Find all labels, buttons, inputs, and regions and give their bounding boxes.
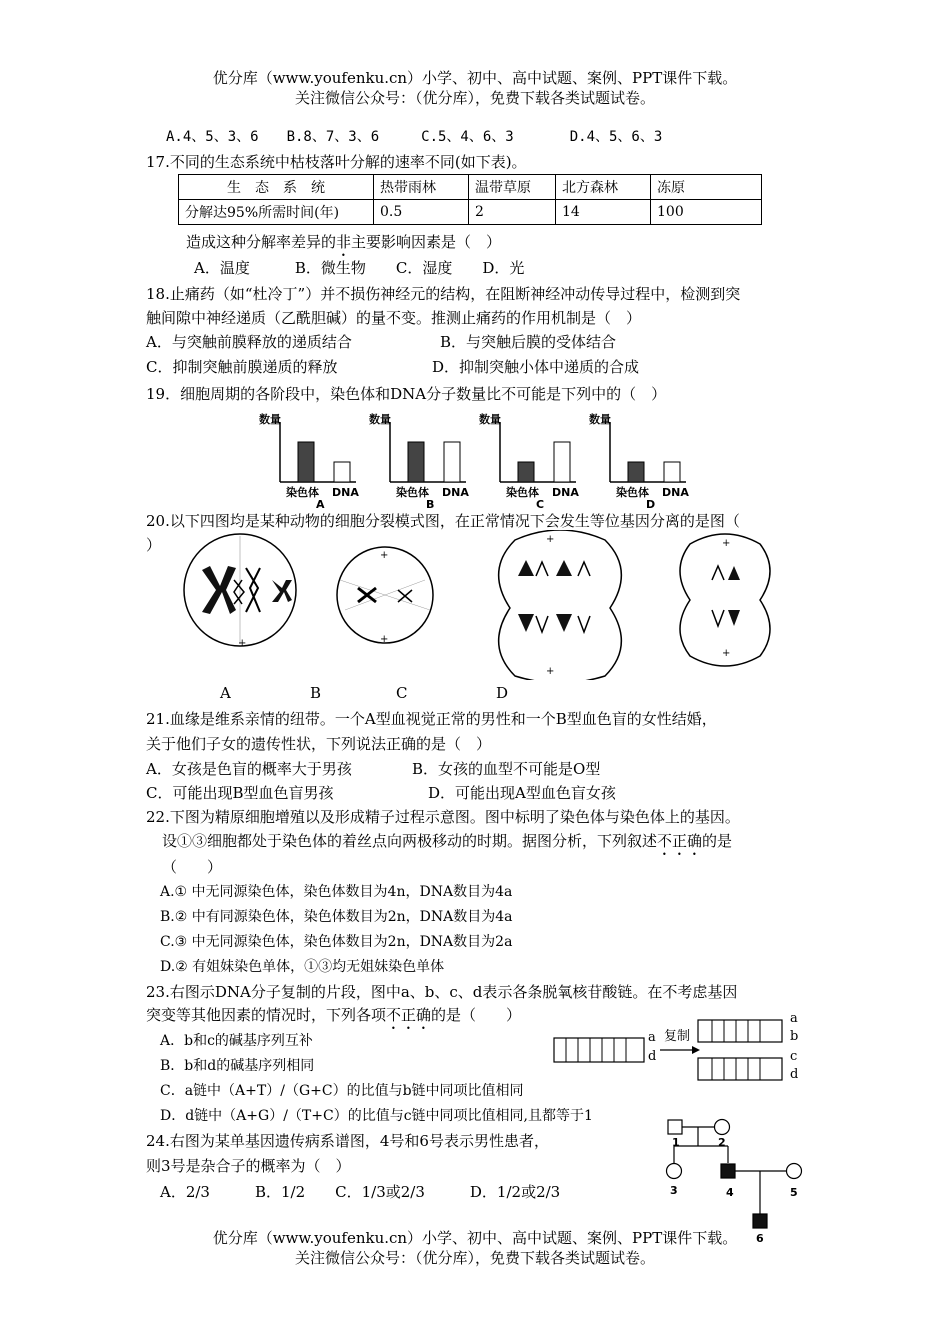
bar-chart-svg (586, 408, 696, 508)
q23-option-b: B．b和d的碱基序列相同 (160, 1058, 315, 1074)
q24-pedigree (656, 1116, 816, 1246)
bar-dna (334, 462, 350, 482)
table-header-cell: 热带雨林 (374, 175, 469, 200)
q22-option-d: D.② 有姐妹染色单体，①③均无姐妹染色单体 (160, 959, 445, 975)
q18-option-c: C．抑制突触前膜递质的释放 (146, 358, 338, 376)
chart-option-label: A (316, 498, 325, 508)
cell-b (337, 547, 433, 645)
chart-option-label: D (646, 498, 656, 508)
header-line-2: 关注微信公众号：（优分库），免费下载各类试题试卷。 (294, 89, 655, 107)
table-cell: 14 (556, 200, 651, 225)
q17-question-emph: 非 (336, 233, 352, 251)
q22-line-2-emph: 不正确 (657, 832, 703, 850)
strand-label-a-left: a (648, 1030, 656, 1045)
x-label-dna: DNA (442, 486, 469, 499)
bar-dna (554, 442, 570, 482)
dna-replication-diagram (552, 1010, 812, 1090)
cell-c (499, 530, 622, 680)
x-label-dna: DNA (552, 486, 579, 499)
q23-dna-figure (552, 1010, 812, 1090)
strand-label-d-left: d (648, 1049, 657, 1064)
table-row (179, 175, 762, 200)
q19-chart-c (476, 408, 586, 508)
q22-line-3: （ ） (162, 858, 223, 876)
cell-division-figures (180, 530, 820, 680)
x-label-chromosome: 染色体 (616, 486, 649, 499)
pedigree-label-3: 3 (670, 1184, 678, 1197)
svg-text:+: + (546, 666, 555, 677)
q20-line-2: ） (146, 536, 162, 554)
pedigree-label-1: 1 (672, 1136, 680, 1149)
bar-chart-svg (256, 408, 366, 508)
svg-text:+: + (722, 648, 731, 659)
bar-dna (664, 462, 680, 482)
q20-label-c: C (396, 684, 408, 702)
x-label-dna: DNA (332, 486, 359, 499)
q17-question (186, 231, 501, 260)
pedigree-male-1 (668, 1120, 682, 1134)
q20-label-a: A (220, 684, 231, 702)
x-label-dna: DNA (662, 486, 689, 499)
q23-line-2-post: 的是（ ） (431, 1006, 522, 1024)
q22-line-2 (162, 830, 732, 859)
q18-line-2: 触间隙中神经递质（乙酰胆碱）的量不变。推测止痛药的作用机制是（ ） (146, 309, 642, 327)
arrow-label: 复制 (664, 1029, 691, 1044)
q21-option-b: B．女孩的血型不可能是O型 (412, 760, 601, 778)
x-label-chromosome: 染色体 (506, 486, 539, 499)
pedigree-female-5 (787, 1164, 802, 1179)
table-cell: 100 (651, 200, 762, 225)
table-header-cell: 温带草原 (469, 175, 556, 200)
q19-chart-d (586, 408, 696, 508)
q22-line-1: 22.下图为精原细胞增殖以及形成精子过程示意图。图中标明了染色体与染色体上的基因。 (146, 808, 740, 826)
q20-label-b: B (310, 684, 322, 702)
table-row (179, 200, 762, 225)
table-header-cell: 生 态 系 统 (179, 175, 374, 200)
chart-y-label: 数量 (479, 413, 501, 426)
q19-chart-a (256, 408, 366, 508)
svg-text:+: + (722, 538, 731, 549)
header-line-1: 优分库（www.youfenku.cn）小学、初中、高中试题、案例、PPT课件下载。 (212, 69, 738, 87)
q22-option-a: A.① 中无同源染色体，染色体数目为4n，DNA数目为4a (160, 884, 513, 900)
strand-label-d: d (790, 1067, 799, 1082)
q21-option-c: C．可能出现B型血色盲男孩 (146, 784, 334, 802)
x-label-chromosome: 染色体 (396, 486, 429, 499)
footer-line-1: 优分库（www.youfenku.cn）小学、初中、高中试题、案例、PPT课件下载。 (212, 1229, 738, 1247)
q17-question-post: 主要影响因素是（ ） (351, 233, 502, 251)
q23-line-2 (146, 1004, 521, 1033)
bar-dna (444, 442, 460, 482)
q18-line-1: 18.止痛药（如“杜冷丁”）并不损伤神经元的结构，在阻断神经冲动传导过程中，检测到突 (146, 285, 741, 303)
q23-line-1: 23.右图示DNA分子复制的片段，图中a、b、c、d表示各条脱氧核苷酸链。在不考虑基因 (146, 983, 738, 1001)
pedigree-chart (656, 1116, 816, 1246)
q23-line-2-emph: 不正确 (386, 1006, 432, 1024)
table-header-cell: 北方森林 (556, 175, 651, 200)
pedigree-label-2: 2 (718, 1136, 726, 1149)
strand-label-a: a (790, 1011, 798, 1026)
chart-y-label: 数量 (589, 413, 611, 426)
q21-line-2: 关于他们子女的遗传性状，下列说法正确的是（ ） (146, 735, 492, 753)
arrow-head-icon (692, 1046, 700, 1054)
q20-label-d: D (496, 684, 509, 702)
chart-y-label: 数量 (259, 413, 281, 426)
chart-y-label: 数量 (369, 413, 391, 426)
bar-chromosome (628, 462, 644, 482)
table-cell: 2 (469, 200, 556, 225)
q24-line-2: 则3号是杂合子的概率为（ ） (146, 1157, 351, 1175)
q18-option-a: A．与突触前膜释放的递质结合 (146, 333, 352, 351)
pedigree-female-2 (715, 1120, 730, 1135)
q21-line-1: 21.血缘是维系亲情的纽带。一个A型血视觉正常的男性和一个B型血色盲的女性结婚， (146, 710, 717, 728)
q17-options: A．温度 B．微生物 C．湿度 D．光 (194, 259, 525, 277)
chart-option-label: B (426, 498, 435, 508)
q20-line-1: 20.以下四图均是某种动物的细胞分裂模式图，在正常情况下会发生等位基因分离的是图（ (146, 512, 740, 530)
q23-option-c: C．a链中（A+T）/（G+C）的比值与b链中同项比值相同 (160, 1083, 524, 1099)
strand-label-b: b (790, 1029, 799, 1044)
svg-text:+: + (546, 534, 555, 545)
q18-option-d: D．抑制突触小体中递质的合成 (432, 358, 640, 376)
q22-option-b: B.② 中有同源染色体，染色体数目为2n，DNA数目为4a (160, 909, 513, 925)
bar-chromosome (298, 442, 314, 482)
q18-option-b: B．与突触后膜的受体结合 (440, 333, 617, 351)
strand-label-c: c (790, 1049, 798, 1064)
q22-option-c: C.③ 中无同源染色体，染色体数目为2n，DNA数目为2a (160, 934, 513, 950)
q23-option-d: D．d链中（A+G）/（T+C）的比值与c链中同项比值相同,且都等于1 (160, 1108, 593, 1124)
q17-stem: 17.不同的生态系统中枯枝落叶分解的速率不同(如下表)。 (146, 153, 527, 171)
pedigree-affected-male-6 (753, 1214, 767, 1228)
q23-line-2-pre: 突变等其他因素的情况时，下列各项 (146, 1006, 387, 1024)
q17-question-pre: 造成这种分解率差异的 (186, 233, 337, 251)
q20-cell-figures (180, 530, 820, 680)
svg-text:+: + (380, 634, 389, 645)
pedigree-label-5: 5 (790, 1186, 798, 1199)
q19-chart-b (366, 408, 476, 508)
pedigree-affected-male-4 (721, 1164, 735, 1178)
q16-options: A.4、5、3、6 B.8、7、3、6 C.5、4、6、3 D.4、5、6、3 (166, 129, 663, 145)
svg-text:+: + (380, 550, 389, 561)
chart-option-label: C (536, 498, 545, 508)
footer-line-2: 关注微信公众号：（优分库），免费下载各类试题试卷。 (294, 1249, 655, 1267)
bar-chart-svg (476, 408, 586, 508)
svg-text:+: + (238, 638, 247, 649)
bar-chart-svg (366, 408, 476, 508)
x-label-chromosome: 染色体 (286, 486, 319, 499)
parent-dna (554, 1038, 644, 1062)
q23-option-a: A．b和c的碱基序列互补 (160, 1033, 313, 1049)
table-header-cell: 冻原 (651, 175, 762, 200)
q17-table (178, 174, 762, 225)
bar-chromosome (408, 442, 424, 482)
cell-a (184, 534, 296, 649)
pedigree-label-6: 6 (756, 1232, 764, 1245)
table-cell: 0.5 (374, 200, 469, 225)
pedigree-label-4: 4 (726, 1186, 734, 1199)
q21-option-d: D．可能出现A型血色盲女孩 (428, 784, 616, 802)
pedigree-female-3 (667, 1164, 682, 1179)
q21-option-a: A．女孩是色盲的概率大于男孩 (146, 760, 352, 778)
q22-line-2-pre: 设①③细胞都处于染色体的着丝点向两极移动的时期。据图分析，下列叙述 (162, 832, 658, 850)
q24-options: A．2/3 B．1/2 C．1/3或2/3 D．1/2或2/3 (160, 1183, 561, 1201)
daughter-dna-top (698, 1020, 782, 1042)
q24-line-1: 24.右图为某单基因遗传病系谱图，4号和6号表示男性患者， (146, 1132, 549, 1150)
bar-chromosome (518, 462, 534, 482)
q22-line-2-post: 的是 (702, 832, 733, 850)
cell-d (680, 534, 770, 666)
table-cell: 分解达95%所需时间(年) (179, 200, 374, 225)
daughter-dna-bottom (698, 1058, 782, 1080)
q19-stem: 19．细胞周期的各阶段中，染色体和DNA分子数量比不可能是下列中的（ ） (146, 385, 667, 403)
